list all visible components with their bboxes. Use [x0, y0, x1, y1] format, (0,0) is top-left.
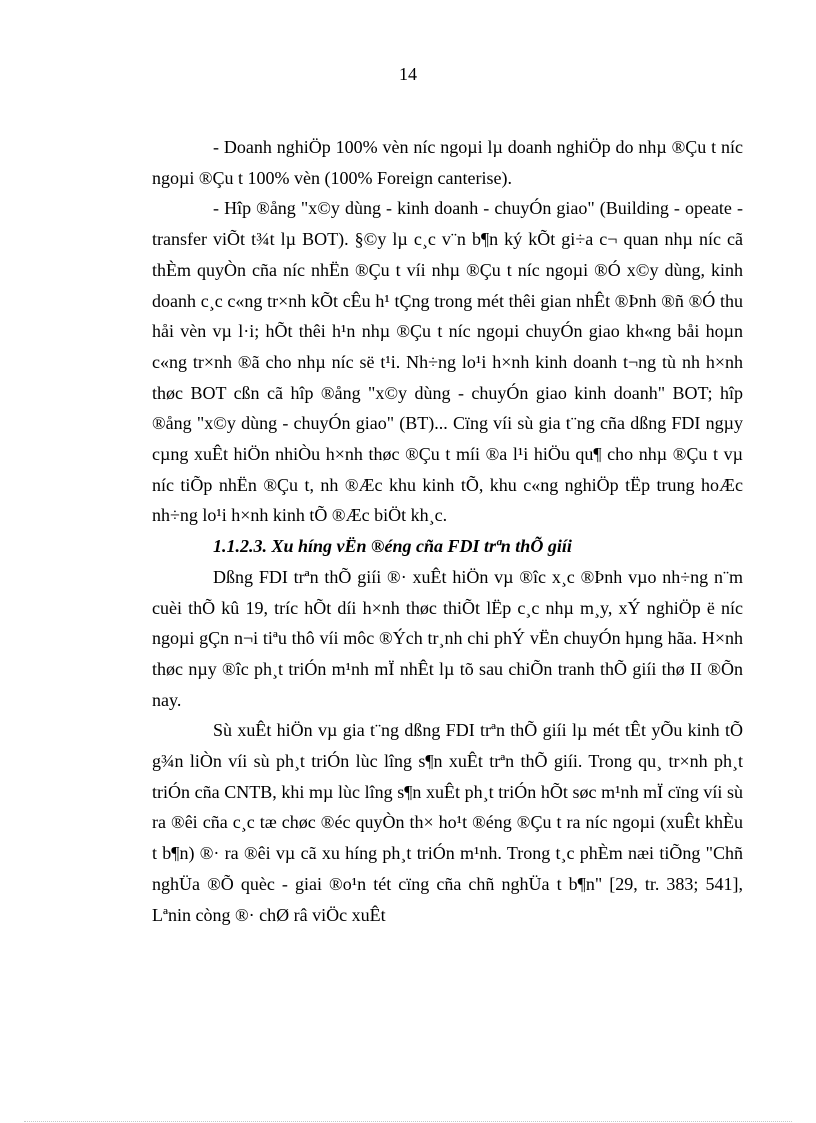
paragraph-bot-contract: - Hîp ®ång "x©y dùng - kinh doanh - chuyÓn giao" (Building - opeate - transfer viÕt t¾t lµ BOT). §©y lµ c¸c v¨n b¶n ký kÕt gi÷a c¬ quan nhµ níc cã thÈm quyÒn cña níc nhËn ®Çu t víi nhµ ®Çu t níc ngoµi ®Ó x©y dùng, kinh doanh c¸c c«ng tr×nh kÕt cÊu h¹ tÇng trong mét thêi gian nhÊt ®Þnh ®ñ ®Ó thu håi vèn vµ l·i; hÕt thêi h¹n nhµ ®Çu t níc ngoµi chuyÓn giao kh«ng båi hoµn c«ng tr×nh ®ã cho nhµ níc së t¹i. Nh÷ng lo¹i h×nh kinh doanh t¬ng tù nh h×nh thøc BOT cßn cã hîp ®ång "x©y dùng - chuyÓn giao kinh doanh" BOT; hîp ®ång "x©y dùng - chuyÓn giao" (BT)... Cïng víi sù gia t¨ng cña dßng FDI ngµy cµng xuÊt hiÖn nhiÒu h×nh thøc ®Çu t míi ®a l¹i hiÖu qu¶ cho nhµ ®Çu t vµ níc tiÕp nhËn ®Çu t, nh ®Æc khu kinh tÕ, khu c«ng nghiÖp tËp trung hoÆc nh÷ng lo¹i h×nh kinh tÕ ®Æc biÖt kh¸c.: [152, 198, 743, 526]
section-heading: 1.1.2.3. Xu híng vËn ®éng cña FDI trªn thÕ giíi: [213, 536, 572, 557]
paragraph-fdi-history: Dßng FDI trªn thÕ giíi ®· xuÊt hiÖn vµ ®îc x¸c ®Þnh vµo nh÷ng n¨m cuèi thÕ kû 19, tríc hÕt díi h×nh thøc thiÕt lËp c¸c nhµ m¸y, xÝ nghiÖp ë níc ngoµi gÇn n¬i tiªu thô víi môc ®Ých tr¸nh chi phÝ vËn chuyÓn hµng hãa. H×nh thøc nµy ®îc ph¸t triÓn m¹nh mÏ nhÊt lµ tõ sau chiÕn tranh thÕ giíi thø II ®Õn nay.: [152, 566, 743, 710]
paragraph-fdi-growth: Sù xuÊt hiÖn vµ gia t¨ng dßng FDI trªn thÕ giíi lµ mét tÊt yÕu kinh tÕ g¾n liÒn víi sù ph¸t triÓn lùc lîng s¶n xuÊt trªn thÕ giíi. Trong qu¸ tr×nh ph¸t triÓn cña CNTB, khi mµ lùc lîng s¶n xuÊt ph¸t triÓn hÕt søc m¹nh mÏ cïng víi sù ra ®êi cña c¸c tæ chøc ®éc quyÒn th× ho¹t ®éng ®Çu t ra níc ngoµi (xuÊt khÈu t b¶n) ®· ra ®êi vµ cã xu híng ph¸t triÓn m¹nh. Trong t¸c phÈm næi tiÕng "Chñ nghÜa ®Õ quèc - giai ®o¹n tét cïng cña chñ nghÜa t b¶n" [29, tr. 383; 541], Lªnin còng ®· chØ râ viÖc xuÊt: [152, 720, 743, 925]
document-body: [152, 132, 743, 930]
page-number: 14: [399, 64, 417, 84]
page-bottom-rule: [24, 1121, 792, 1122]
paragraph-foreign-owned-enterprise: - Doanh nghiÖp 100% vèn níc ngoµi lµ doanh nghiÖp do nhµ ®Çu t níc ngoµi ®Çu t 100% vèn (100% Foreign canterise).: [152, 137, 743, 188]
